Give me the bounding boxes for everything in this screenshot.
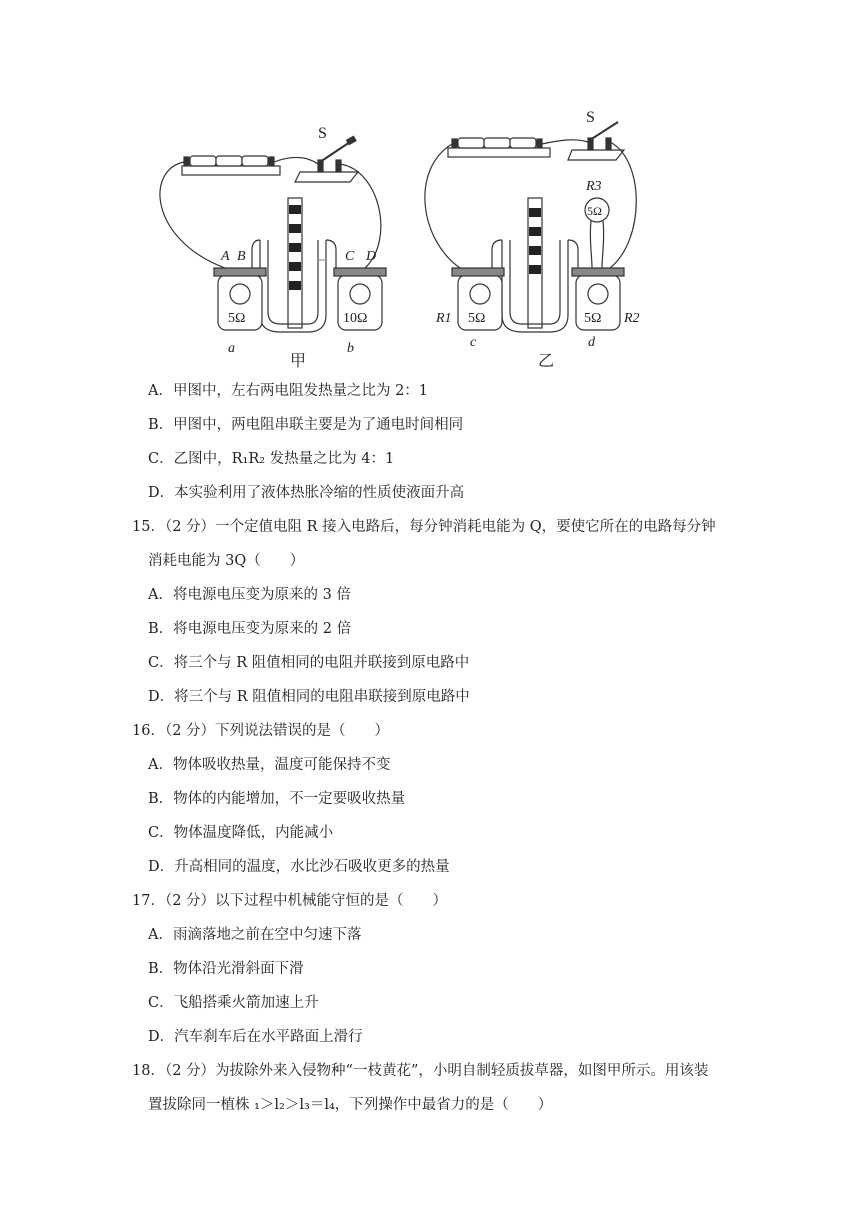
q18-stem-2: 置拔除同一植株 ₁＞l₂＞l₃＝l₄，下列操作中最省力的是（ ）	[148, 1097, 553, 1113]
left-resistor-jia: 5Ω	[228, 311, 246, 326]
switch-label-jia: S	[318, 125, 327, 142]
r3-value: 5Ω	[587, 204, 602, 218]
q17-option-b: B．物体沿光滑斜面下滑	[148, 961, 304, 977]
q14-option-c: C．乙图中，R₁R₂ 发热量之比为 4：1	[148, 451, 395, 467]
experiment-figure	[140, 100, 740, 370]
q17-stem: 17．（2 分）以下过程中机械能守恒的是（ ）	[132, 893, 448, 909]
terminal-D: D	[366, 249, 377, 264]
terminal-B: B	[237, 249, 246, 264]
q15-stem-1: 15．（2 分）一个定值电阻 R 接入电路后，每分钟消耗电能为 Q，要使它所在的电路每分钟	[132, 519, 716, 535]
switch-label-yi: S	[586, 109, 595, 126]
q16-option-a: A．物体吸收热量，温度可能保持不变	[148, 757, 391, 773]
q14-option-b: B．甲图中，两电阻串联主要是为了通电时间相同	[148, 417, 464, 433]
panel-jia	[160, 125, 386, 370]
q17-option-c: C．飞船搭乘火箭加速上升	[148, 995, 319, 1011]
label-d: d	[588, 335, 595, 350]
q15-stem-2: 消耗电能为 3Q（ ）	[148, 553, 305, 569]
q14-option-d: D．本实验利用了液体热胀冷缩的性质使液面升高	[148, 485, 465, 501]
q17-option-a: A．雨滴落地之前在空中匀速下落	[148, 927, 362, 943]
q15-option-c: C．将三个与 R 阻值相同的电阻并联接到原电路中	[148, 655, 470, 671]
right-resistor-yi: 5Ω	[584, 311, 602, 326]
q14-option-a: A．甲图中，左右两电阻发热量之比为 2：1	[148, 383, 429, 399]
q18-stem-1: 18．（2 分）为拔除外来入侵物种“一枝黄花”，小明自制轻质拔草器，如图甲所示。用该装	[132, 1063, 709, 1079]
label-a: a	[228, 341, 235, 356]
terminal-A: A	[221, 249, 230, 264]
panel-yi	[425, 109, 640, 370]
caption-yi: 乙	[538, 353, 555, 370]
caption-jia: 甲	[290, 353, 307, 370]
q16-option-b: B．物体的内能增加，不一定要吸收热量	[148, 791, 406, 807]
label-b: b	[347, 341, 354, 356]
label-c: c	[470, 335, 477, 350]
left-resistor-yi: 5Ω	[468, 311, 486, 326]
terminal-C: C	[345, 249, 355, 264]
r3-label: R3	[586, 179, 602, 194]
q15-option-a: A．将电源电压变为原来的 3 倍	[148, 587, 351, 603]
r2-label: R2	[624, 311, 640, 326]
q16-option-d: D．升高相同的温度，水比沙石吸收更多的热量	[148, 859, 450, 875]
q16-stem: 16．（2 分）下列说法错误的是（ ）	[132, 723, 390, 739]
q16-option-c: C．物体温度降低，内能减小	[148, 825, 334, 841]
q17-option-d: D．汽车刹车后在水平路面上滑行	[148, 1029, 363, 1045]
r1-label: R1	[436, 311, 452, 326]
q15-option-b: B．将电源电压变为原来的 2 倍	[148, 621, 352, 637]
q15-option-d: D．将三个与 R 阻值相同的电阻串联接到原电路中	[148, 689, 470, 705]
right-resistor-jia: 10Ω	[343, 311, 368, 326]
